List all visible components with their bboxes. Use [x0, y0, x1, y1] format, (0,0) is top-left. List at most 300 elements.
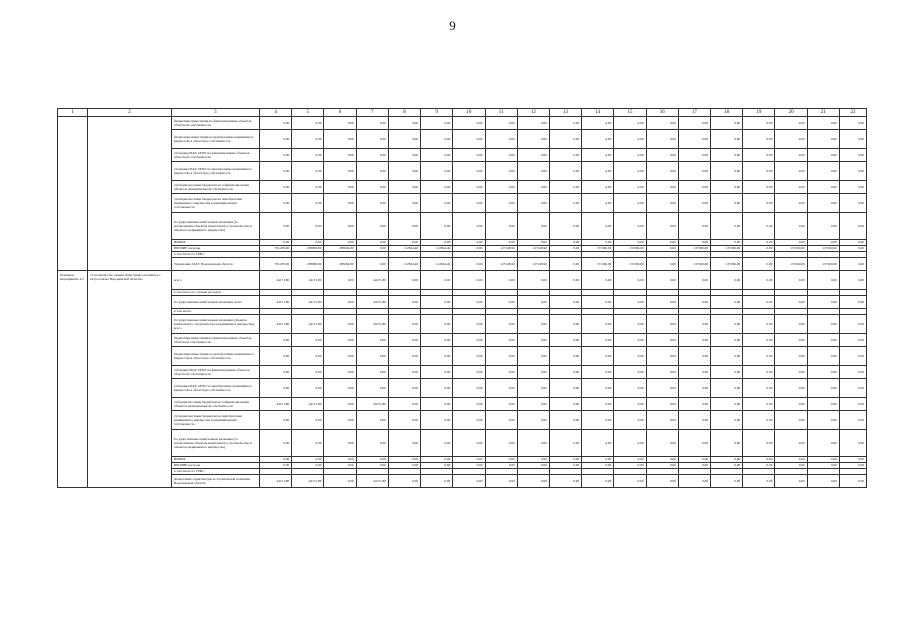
value-cell: 0,00 — [775, 411, 807, 430]
value-cell: 0,00 — [711, 271, 743, 290]
value-cell: 0,00 — [517, 463, 549, 469]
value-cell: 0,00 — [582, 347, 614, 366]
value-cell: 0,00 — [839, 194, 866, 213]
value-cell: 0,00 — [453, 181, 485, 194]
value-cell: 0,00 — [775, 379, 807, 398]
value-cell: 0,00 — [839, 457, 866, 463]
value-cell: 0,00 — [356, 463, 388, 469]
table-row — [58, 162, 867, 181]
value-cell: 0,00 — [775, 162, 807, 181]
value-cell: 0,00 — [453, 194, 485, 213]
value-cell: 0,00 — [292, 411, 324, 430]
value-cell: 0,00 — [485, 366, 517, 379]
value-cell: 0,00 — [485, 475, 517, 488]
value-cell: 0,00 — [614, 347, 646, 366]
value-cell: 0,00 — [356, 411, 388, 430]
value-cell: 0,00 — [807, 457, 839, 463]
value-cell: 0,00 — [421, 240, 453, 246]
value-cell: 0,00 — [517, 457, 549, 463]
value-cell: 0,00 — [775, 240, 807, 246]
value-cell: 0,00 — [711, 379, 743, 398]
value-cell: 0,00 — [711, 162, 743, 181]
value-cell: 0,00 — [292, 149, 324, 162]
value-cell: 0,00 — [678, 379, 710, 398]
value-cell: 0,00 — [259, 334, 291, 347]
value-cell: 0,00 — [711, 296, 743, 309]
value-cell: 0,00 — [839, 334, 866, 347]
value-cell: 0,00 — [453, 457, 485, 463]
row-label: Государственные капитальные вложения, всего — [171, 296, 259, 309]
value-cell: 285994,80 — [324, 246, 356, 252]
value-cell: 0,00 — [775, 398, 807, 411]
value-cell: 127148,90 — [517, 246, 549, 252]
value-cell: 0,00 — [421, 366, 453, 379]
value-cell: 0,00 — [549, 411, 581, 430]
value-cell: 0,00 — [582, 194, 614, 213]
value-cell: 0,00 — [549, 213, 581, 240]
value-cell: 0,00 — [743, 194, 775, 213]
column-header: 17 — [678, 109, 710, 117]
value-cell: 0,00 — [485, 347, 517, 366]
value-cell: 0,00 — [292, 240, 324, 246]
value-cell: 0,00 — [743, 181, 775, 194]
value-cell: 0,00 — [839, 347, 866, 366]
value-cell: 0,00 — [259, 181, 291, 194]
value-cell: 0,00 — [356, 379, 388, 398]
value-cell: 44171,80 — [259, 475, 291, 488]
value-cell: 0,00 — [775, 194, 807, 213]
value-cell: 0,00 — [292, 117, 324, 130]
value-cell: 0,00 — [807, 181, 839, 194]
value-cell: 0,00 — [517, 130, 549, 149]
value-cell: 0,00 — [839, 296, 866, 309]
value-cell: 0,00 — [549, 246, 581, 252]
value-cell: 0,00 — [549, 347, 581, 366]
column-header: 10 — [453, 109, 485, 117]
value-cell: 0,00 — [582, 213, 614, 240]
value-cell: 0,00 — [517, 334, 549, 347]
value-cell: 0,00 — [324, 117, 356, 130]
value-cell: 0,00 — [292, 366, 324, 379]
value-cell: 0,00 — [453, 271, 485, 290]
value-cell: 0,00 — [388, 457, 420, 463]
value-cell: 44171,80 — [356, 296, 388, 309]
table-row — [58, 194, 867, 213]
row-label: субсидии местным бюджетам на приобретение недвижимого имущества в муниципальную собственность — [171, 411, 259, 430]
value-cell: 0,00 — [839, 162, 866, 181]
value-cell: 0,00 — [356, 162, 388, 181]
value-cell: 137260,00 — [678, 258, 710, 271]
value-cell: 0,00 — [743, 271, 775, 290]
value-cell: 44171,80 — [356, 315, 388, 334]
row-label: субсидии ОГАУ, ОГБУ на приобретение недвижимого имущества в областную собственность — [171, 162, 259, 181]
value-cell: 0,00 — [646, 117, 678, 130]
value-cell: 0,00 — [582, 296, 614, 309]
value-cell: 0,00 — [807, 334, 839, 347]
value-cell: 0,00 — [356, 130, 388, 149]
value-cell: 0,00 — [678, 457, 710, 463]
value-cell: 0,00 — [485, 240, 517, 246]
column-header: 14 — [582, 109, 614, 117]
value-cell: 0,00 — [614, 475, 646, 488]
column-header: 21 — [807, 109, 839, 117]
value-cell: 0,00 — [646, 271, 678, 290]
value-cell: 0,00 — [388, 411, 420, 430]
value-cell: 0,00 — [324, 149, 356, 162]
value-cell: 0,00 — [646, 149, 678, 162]
table-row — [58, 117, 867, 130]
value-cell: 791478,90 — [259, 246, 291, 252]
row-label: субсидии ОГАУ, ОГБУ на приобретение недвижимого имущества в областную собственность — [171, 379, 259, 398]
value-cell: 0,00 — [582, 411, 614, 430]
value-cell: 44171,80 — [292, 315, 324, 334]
value-cell: 0,00 — [678, 271, 710, 290]
value-cell: 0,00 — [453, 475, 485, 488]
value-cell: 0,00 — [421, 315, 453, 334]
value-cell: 0,00 — [646, 457, 678, 463]
column-header: 16 — [646, 109, 678, 117]
value-cell: 0,00 — [582, 130, 614, 149]
value-cell: 0,00 — [421, 149, 453, 162]
value-cell: 0,00 — [421, 379, 453, 398]
row-label: Государственные капитальные вложения (объекты капитального строительства и недвижимое имущество), всего — [171, 315, 259, 334]
value-cell: 0,00 — [324, 379, 356, 398]
value-cell: 0,00 — [549, 240, 581, 246]
value-cell: 0,00 — [453, 315, 485, 334]
value-cell: 127148,90 — [517, 258, 549, 271]
value-cell: 0,00 — [711, 430, 743, 457]
value-cell: 44171,80 — [259, 296, 291, 309]
value-cell: 0,00 — [839, 430, 866, 457]
value-cell: 0,00 — [388, 398, 420, 411]
value-cell: 0,00 — [678, 162, 710, 181]
value-cell: 0,00 — [775, 347, 807, 366]
value-cell: 0,00 — [421, 398, 453, 411]
value-cell: 0,00 — [453, 366, 485, 379]
value-cell: 0,00 — [646, 213, 678, 240]
value-cell: 0,00 — [807, 366, 839, 379]
value-cell: 0,00 — [324, 334, 356, 347]
value-cell: 0,00 — [517, 475, 549, 488]
value-cell: 0,00 — [678, 213, 710, 240]
budget-table — [57, 108, 867, 488]
value-cell: 0,00 — [646, 430, 678, 457]
value-cell: 0,00 — [485, 463, 517, 469]
value-cell: 0,00 — [517, 194, 549, 213]
value-cell: 0,00 — [421, 162, 453, 181]
value-cell: 0,00 — [614, 296, 646, 309]
value-cell: 0,00 — [453, 246, 485, 252]
table-row — [58, 296, 867, 309]
value-cell: 0,00 — [549, 379, 581, 398]
value-cell: 127148,90 — [485, 258, 517, 271]
value-cell: 0,00 — [646, 162, 678, 181]
value-cell: 0,00 — [549, 475, 581, 488]
value-cell: 0,00 — [678, 347, 710, 366]
value-cell: 127148,90 — [485, 246, 517, 252]
value-cell: 0,00 — [646, 411, 678, 430]
table-row — [58, 398, 867, 411]
value-cell: 0,00 — [292, 457, 324, 463]
value-cell: 0,00 — [388, 334, 420, 347]
value-cell: 0,00 — [485, 149, 517, 162]
value-cell: 0,00 — [807, 271, 839, 290]
value-cell: 0,00 — [259, 130, 291, 149]
value-cell: 0,00 — [839, 379, 866, 398]
value-cell: 0,00 — [711, 194, 743, 213]
value-cell: 0,00 — [807, 463, 839, 469]
value-cell: 0,00 — [775, 296, 807, 309]
row-label: ПРОЧИЕ расходы — [171, 246, 259, 252]
value-cell: 0,00 — [807, 162, 839, 181]
row-label: бюджетные инвестиции на приобретение недвижимого имущества в областную собственность — [171, 347, 259, 366]
value-cell: 0,00 — [807, 213, 839, 240]
value-cell: 0,00 — [743, 315, 775, 334]
value-cell: 0,00 — [388, 296, 420, 309]
value-cell: 0,00 — [324, 430, 356, 457]
value-cell: 0,00 — [743, 430, 775, 457]
value-cell: 0,00 — [743, 117, 775, 130]
value-cell: 0,00 — [388, 347, 420, 366]
value-cell: 0,00 — [421, 296, 453, 309]
value-cell: 0,00 — [743, 240, 775, 246]
value-cell: 0,00 — [259, 457, 291, 463]
value-cell: 0,00 — [421, 411, 453, 430]
value-cell: 0,00 — [388, 475, 420, 488]
value-cell: 112824,40 — [388, 246, 420, 252]
value-cell: 0,00 — [485, 398, 517, 411]
value-cell: 0,00 — [614, 463, 646, 469]
event-cell: Основное мероприятие 4.2 — [58, 271, 88, 488]
value-cell: 0,00 — [582, 149, 614, 162]
value-cell: 0,00 — [517, 213, 549, 240]
value-cell: 0,00 — [775, 117, 807, 130]
value-cell: 0,00 — [678, 475, 710, 488]
column-header: 11 — [485, 109, 517, 117]
value-cell: 0,00 — [614, 271, 646, 290]
value-cell: 0,00 — [421, 271, 453, 290]
value-cell: 0,00 — [807, 411, 839, 430]
value-cell: 0,00 — [324, 296, 356, 309]
value-cell: 0,00 — [421, 430, 453, 457]
value-cell: 0,00 — [678, 366, 710, 379]
value-cell: 0,00 — [839, 475, 866, 488]
value-cell: 0,00 — [549, 334, 581, 347]
value-cell: 0,00 — [775, 334, 807, 347]
value-cell: 0,00 — [839, 315, 866, 334]
value-cell: 0,00 — [582, 271, 614, 290]
table-row — [58, 347, 867, 366]
value-cell: 0,00 — [517, 411, 549, 430]
value-cell: 0,00 — [711, 457, 743, 463]
value-cell: 0,00 — [356, 430, 388, 457]
value-cell: 0,00 — [807, 347, 839, 366]
value-cell: 0,00 — [517, 149, 549, 162]
value-cell: 0,00 — [549, 457, 581, 463]
value-cell: 0,00 — [775, 315, 807, 334]
value-cell: 0,00 — [453, 379, 485, 398]
value-cell: 0,00 — [549, 398, 581, 411]
value-cell: 0,00 — [678, 398, 710, 411]
row-label: бюджетные инвестиции на приобретение недвижимого имущества в областную собственность — [171, 130, 259, 149]
value-cell: 0,00 — [711, 334, 743, 347]
value-cell: 0,00 — [356, 366, 388, 379]
value-cell: 0,00 — [646, 130, 678, 149]
value-cell: 44171,80 — [356, 271, 388, 290]
value-cell: 0,00 — [678, 430, 710, 457]
value-cell: 0,00 — [453, 149, 485, 162]
value-cell: 0,00 — [711, 213, 743, 240]
value-cell: 0,00 — [421, 194, 453, 213]
value-cell: 0,00 — [646, 366, 678, 379]
value-cell: 0,00 — [775, 271, 807, 290]
value-cell: 0,00 — [517, 240, 549, 246]
value-cell: 44171,80 — [259, 315, 291, 334]
value-cell: 0,00 — [421, 213, 453, 240]
value-cell: 0,00 — [646, 334, 678, 347]
value-cell: 0,00 — [743, 130, 775, 149]
value-cell: 44171,80 — [292, 475, 324, 488]
value-cell: 0,00 — [614, 379, 646, 398]
value-cell: 0,00 — [292, 162, 324, 181]
value-cell: 0,00 — [614, 398, 646, 411]
value-cell: 0,00 — [549, 366, 581, 379]
value-cell: 0,00 — [839, 366, 866, 379]
value-cell: 0,00 — [614, 366, 646, 379]
value-cell: 0,00 — [839, 398, 866, 411]
value-cell: 0,00 — [807, 149, 839, 162]
value-cell: 0,00 — [807, 130, 839, 149]
value-cell: 0,00 — [356, 149, 388, 162]
value-cell: 0,00 — [356, 246, 388, 252]
column-header: 19 — [743, 109, 775, 117]
table-row — [58, 271, 867, 290]
value-cell: 0,00 — [259, 117, 291, 130]
value-cell: 0,00 — [646, 246, 678, 252]
value-cell: 0,00 — [453, 296, 485, 309]
value-cell: 0,00 — [711, 315, 743, 334]
value-cell: 0,00 — [711, 181, 743, 194]
value-cell: 791478,90 — [259, 258, 291, 271]
value-cell: 0,00 — [485, 315, 517, 334]
value-cell: 0,00 — [453, 130, 485, 149]
value-cell: 0,00 — [388, 194, 420, 213]
value-cell: 0,00 — [711, 411, 743, 430]
value-cell: 0,00 — [582, 379, 614, 398]
value-cell: 0,00 — [646, 258, 678, 271]
value-cell: 0,00 — [807, 430, 839, 457]
table-row — [58, 181, 867, 194]
row-label: Государственные капитальные вложения (за исключением объектов капитального строительства и объектов недвижимого имущества) — [171, 213, 259, 240]
value-cell: 0,00 — [646, 347, 678, 366]
value-cell: 0,00 — [711, 398, 743, 411]
value-cell: 137260,00 — [775, 258, 807, 271]
row-label: субсидии ОГАУ, ОГБУ на финансирование объектов областной собственности — [171, 366, 259, 379]
value-cell: 0,00 — [743, 366, 775, 379]
value-cell: 0,00 — [517, 315, 549, 334]
value-cell: 0,00 — [743, 457, 775, 463]
value-cell: 0,00 — [582, 475, 614, 488]
value-cell: 0,00 — [259, 149, 291, 162]
value-cell: 0,00 — [549, 430, 581, 457]
value-cell: 285994,80 — [324, 258, 356, 271]
value-cell: 0,00 — [292, 130, 324, 149]
table-row — [58, 379, 867, 398]
value-cell: 0,00 — [775, 457, 807, 463]
value-cell: 0,00 — [388, 271, 420, 290]
value-cell: 0,00 — [388, 181, 420, 194]
value-cell: 137260,00 — [807, 246, 839, 252]
row-label: бюджетные инвестиции на финансирование объектов областной собственности — [171, 334, 259, 347]
value-cell: 0,00 — [485, 334, 517, 347]
value-cell: 0,00 — [582, 240, 614, 246]
value-cell: 0,00 — [517, 347, 549, 366]
value-cell: 0,00 — [743, 475, 775, 488]
value-cell: 0,00 — [388, 117, 420, 130]
value-cell: 0,00 — [582, 162, 614, 181]
value-cell: 0,00 — [743, 246, 775, 252]
value-cell: 0,00 — [807, 315, 839, 334]
value-cell: 0,00 — [839, 258, 866, 271]
row-label: НИОКР — [171, 240, 259, 246]
column-header: 4 — [259, 109, 291, 117]
value-cell: 0,00 — [517, 117, 549, 130]
value-cell: 137260,00 — [678, 246, 710, 252]
value-cell: 0,00 — [259, 430, 291, 457]
value-cell: 137260,00 — [711, 246, 743, 252]
value-cell: 0,00 — [356, 194, 388, 213]
value-cell: 0,00 — [356, 258, 388, 271]
value-cell: 0,00 — [839, 240, 866, 246]
value-cell: 0,00 — [743, 334, 775, 347]
value-cell: 0,00 — [324, 130, 356, 149]
value-cell: 0,00 — [743, 162, 775, 181]
row-label: в том числе по статьям расходов: — [171, 290, 259, 296]
value-cell: 0,00 — [775, 463, 807, 469]
value-cell: 0,00 — [356, 347, 388, 366]
value-cell: 0,00 — [259, 411, 291, 430]
value-cell: 0,00 — [614, 315, 646, 334]
value-cell: 0,00 — [743, 379, 775, 398]
value-cell: 0,00 — [678, 194, 710, 213]
row-label: бюджетные инвестиции на финансирование объектов областной собственности — [171, 117, 259, 130]
value-cell: 0,00 — [292, 213, 324, 240]
value-cell: 0,00 — [421, 181, 453, 194]
value-cell: 0,00 — [324, 315, 356, 334]
value-cell: 0,00 — [485, 379, 517, 398]
value-cell: 112824,40 — [421, 246, 453, 252]
value-cell: 0,00 — [485, 213, 517, 240]
value-cell: 0,00 — [453, 347, 485, 366]
value-cell: 0,00 — [292, 430, 324, 457]
page-number: 9 — [449, 18, 456, 33]
value-cell: 0,00 — [775, 130, 807, 149]
row-label: НИОКР — [171, 457, 259, 463]
value-cell: 0,00 — [292, 379, 324, 398]
value-cell: 0,00 — [646, 296, 678, 309]
value-cell: 0,00 — [549, 130, 581, 149]
row-label: в том числе: — [171, 309, 259, 315]
value-cell: 0,00 — [711, 366, 743, 379]
value-cell: 0,00 — [807, 194, 839, 213]
value-cell: 0,00 — [743, 411, 775, 430]
table-row — [58, 430, 867, 457]
value-cell: 0,00 — [259, 379, 291, 398]
value-cell: 0,00 — [324, 463, 356, 469]
value-cell: 0,00 — [453, 411, 485, 430]
column-header: 5 — [292, 109, 324, 117]
value-cell: 0,00 — [646, 475, 678, 488]
